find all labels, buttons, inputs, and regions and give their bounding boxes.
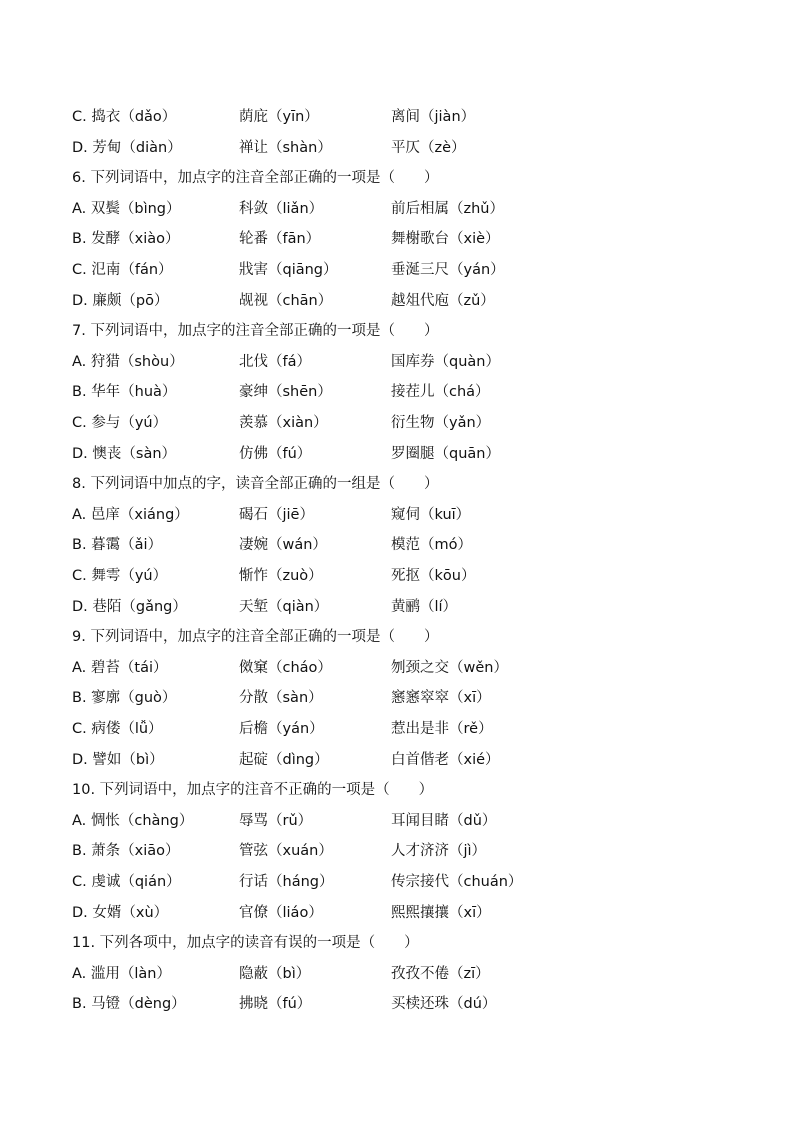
option-word: 死抠（kōu） xyxy=(391,568,476,584)
option-word: 禅让（shàn） xyxy=(239,139,332,156)
option-word: 传宗接代（chuán） xyxy=(391,874,523,890)
option-label-word: C. 捣衣（dǎo） xyxy=(72,109,177,125)
option-label-word: B. 暮霭（ǎi） xyxy=(72,537,163,554)
option-word: 拂晓（fú） xyxy=(239,996,312,1013)
option-word: 熙熙攘攘（xī） xyxy=(391,904,491,921)
option-label-word: D. 懊丧（sàn） xyxy=(72,445,177,462)
option-word: 科敛（liǎn） xyxy=(239,200,324,217)
option-word: 耳闻目睹（dǔ） xyxy=(391,812,497,829)
option-word: 孜孜不倦（zī） xyxy=(391,965,490,982)
question-text: 11. 下列各项中，加点字的读音有误的一项是（ ） xyxy=(72,935,419,952)
option-label-word: C. 参与（yú） xyxy=(72,415,168,431)
option-word: 黄鹂（lí） xyxy=(391,598,458,615)
option-word: 前后相属（zhǔ） xyxy=(391,200,504,217)
option-label-word: B. 华年（huà） xyxy=(72,384,177,401)
option-label-word: A. 狩猎（shòu） xyxy=(72,353,184,370)
option-word: 垂涎三尺（yán） xyxy=(391,262,505,278)
option-label-word: C. 病偻（lǚ） xyxy=(72,721,163,737)
option-word: 衍生物（yǎn） xyxy=(391,415,491,431)
option-label-word: A. 碧苔（tái） xyxy=(72,659,168,676)
option-word: 行话（háng） xyxy=(239,874,334,890)
option-word: 官僚（liáo） xyxy=(239,904,323,921)
option-word: 舞榭歌台（xiè） xyxy=(391,231,500,248)
option-label-word: C. 舞雩（yú） xyxy=(72,568,168,584)
option-label-word: D. 巷陌（gǎng） xyxy=(72,598,187,615)
option-word: 觇视（chān） xyxy=(239,292,333,309)
option-word: 人才济济（jì） xyxy=(391,843,487,860)
question-text: 10. 下列词语中，加点字的注音不正确的一项是（ ） xyxy=(72,782,434,799)
option-label-word: B. 发酵（xiào） xyxy=(72,231,180,248)
option-word: 荫庇（yīn） xyxy=(239,109,319,125)
option-word: 惭怍（zuò） xyxy=(239,568,323,584)
option-word: 罗圈腿（quān） xyxy=(391,445,500,462)
option-label-word: B. 马镫（dèng） xyxy=(72,996,186,1013)
option-word: 国库券（quàn） xyxy=(391,353,500,370)
option-word: 辱骂（rǔ） xyxy=(239,812,313,829)
option-word: 隐蔽（bì） xyxy=(239,965,311,982)
option-word: 刎颈之交（wěn） xyxy=(391,659,508,676)
option-word: 仿佛（fú） xyxy=(239,445,312,462)
option-label-word: D. 女婿（xù） xyxy=(72,904,169,921)
option-word: 北伐（fá） xyxy=(239,353,311,370)
option-label-word: C. 虔诚（qián） xyxy=(72,874,181,890)
option-word: 豪绅（shēn） xyxy=(239,384,332,401)
option-word: 白首偕老（xié） xyxy=(391,751,500,768)
option-word: 越俎代庖（zǔ） xyxy=(391,292,495,309)
option-word: 离间（jiàn） xyxy=(391,109,476,125)
option-label-word: D. 芳甸（diàn） xyxy=(72,139,182,156)
option-word: 天堑（qiàn） xyxy=(239,598,329,615)
option-label-word: A. 滥用（làn） xyxy=(72,965,171,982)
option-label-word: C. 氾南（fán） xyxy=(72,262,173,278)
option-label-word: A. 惆怅（chàng） xyxy=(72,812,194,829)
question-text: 6. 下列词语中，加点字的注音全部正确的一项是（ ） xyxy=(72,170,439,187)
option-word: 买椟还珠（dú） xyxy=(391,996,497,1013)
option-word: 窸窸窣窣（xī） xyxy=(391,690,491,707)
option-label-word: A. 双鬓（bìng） xyxy=(72,200,181,217)
option-word: 戕害（qiāng） xyxy=(239,262,338,278)
option-word: 分散（sàn） xyxy=(239,690,323,707)
option-word: 傚窠（cháo） xyxy=(239,659,332,676)
option-word: 平仄（zè） xyxy=(391,139,466,156)
option-word: 羡慕（xiàn） xyxy=(239,415,328,431)
option-label-word: B. 萧条（xiāo） xyxy=(72,843,180,860)
option-word: 接茬儿（chá） xyxy=(391,384,490,401)
option-label-word: D. 廉颇（pō） xyxy=(72,292,169,309)
option-word: 惹出是非（rě） xyxy=(391,721,493,737)
option-word: 起碇（dìng） xyxy=(239,751,329,768)
question-text: 9. 下列词语中，加点字的注音全部正确的一项是（ ） xyxy=(72,629,439,646)
option-word: 窥伺（kuī） xyxy=(391,506,471,523)
question-text: 8. 下列词语中加点的字，读音全部正确的一组是（ ） xyxy=(72,476,439,493)
option-word: 碣石（jiē） xyxy=(239,506,314,523)
question-text: 7. 下列词语中，加点字的注音全部正确的一项是（ ） xyxy=(72,323,439,340)
option-label-word: D. 譬如（bì） xyxy=(72,751,164,768)
option-label-word: A. 邑庠（xiáng） xyxy=(72,506,189,523)
option-word: 模范（mó） xyxy=(391,537,472,554)
option-word: 后檐（yán） xyxy=(239,721,324,737)
option-label-word: B. 寥廓（guò） xyxy=(72,690,177,707)
option-word: 轮番（fān） xyxy=(239,231,321,248)
option-word: 管弦（xuán） xyxy=(239,843,333,860)
option-word: 凄婉（wán） xyxy=(239,537,327,554)
